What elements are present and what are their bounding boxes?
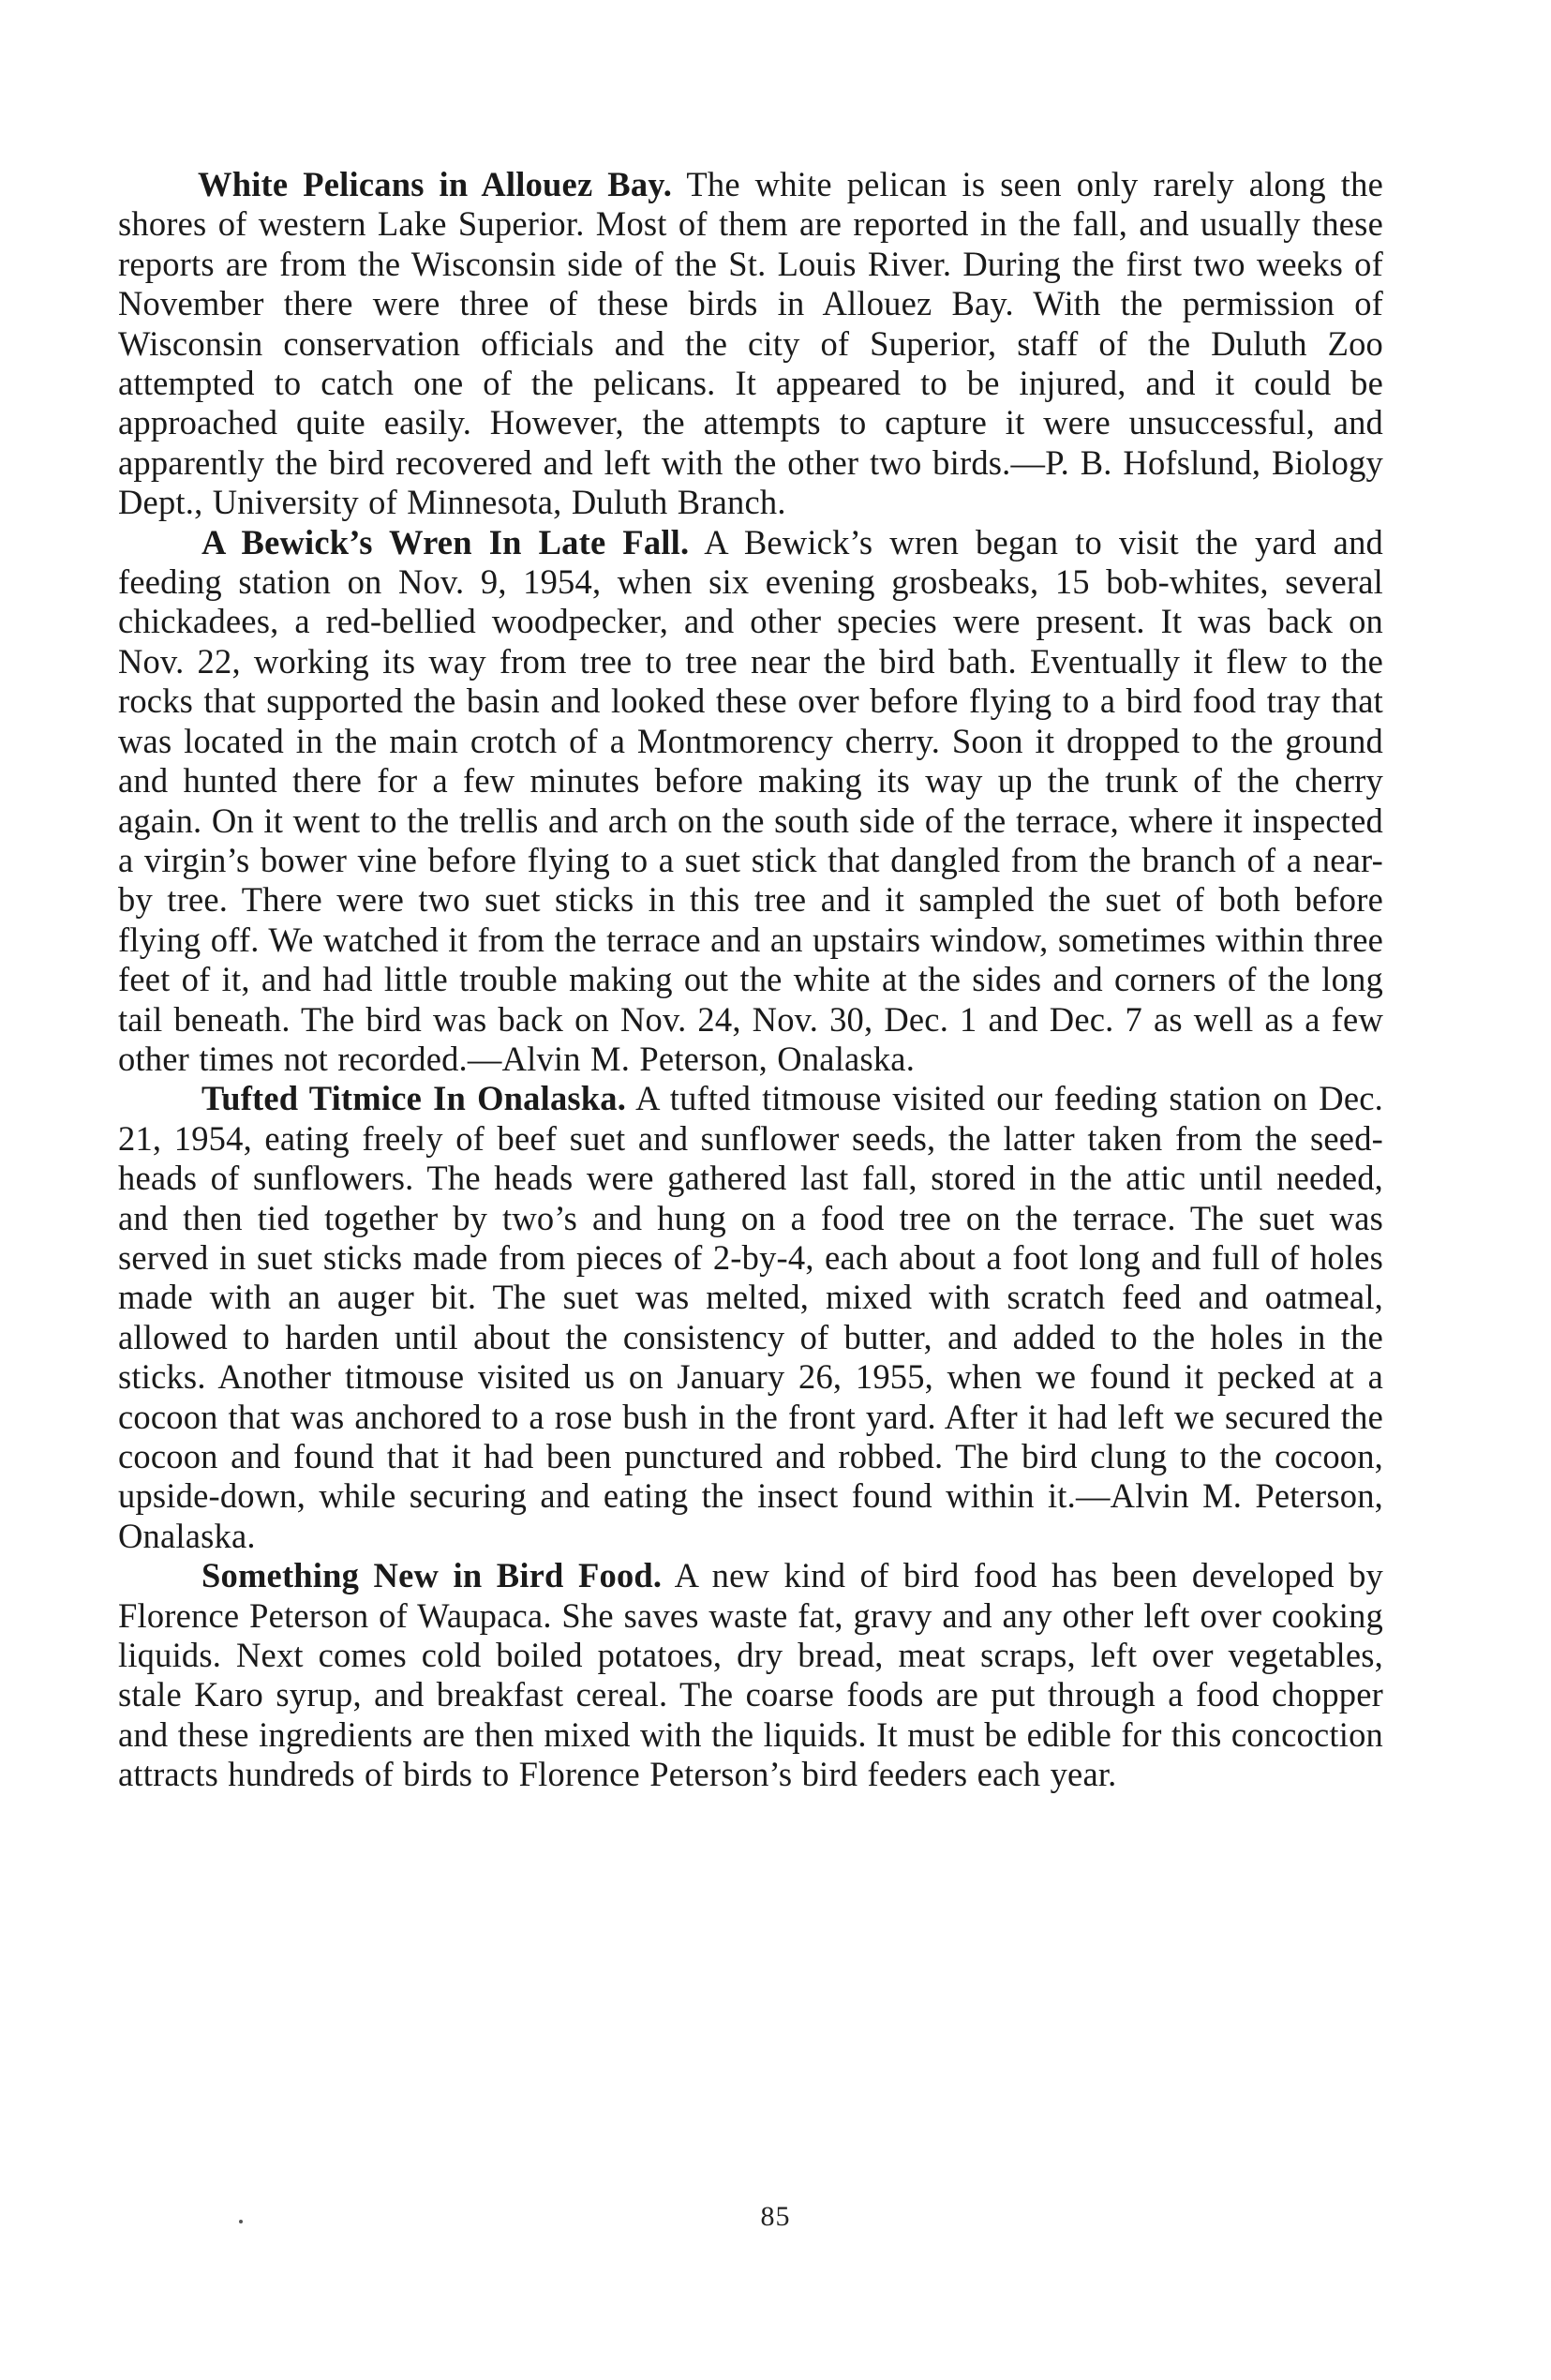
article-body: The white pelican is seen only rarely along the shores of western Lake Superior. Most of them are reported in the fall, and usually these reports are from the Wisconsin side of the St. Louis River. During the first two weeks of November there were three of these birds in Allouez Bay. With the permission of Wisconsin conservation officials and the city of Superior, staff of the Duluth Zoo attempted to catch one of the pelicans. It appeared to be injured, and it could be approached quite easily. However, the attempts to capture it were unsuccessful, and apparently the bird recovered and left with the other two birds.—P. B. Hofslund, Biology Dept., University of Minnesota, Duluth Branch. — [118, 165, 1383, 522]
page-text-column — [118, 165, 1383, 1795]
article-body: A new kind of bird food has been developed by Florence Peterson of Waupaca. She saves waste fat, gravy and any other left over cooking liquids. Next comes cold boiled potatoes, dry bread, meat scraps, left over vegetables, stale Karo syrup, and breakfast cereal. The coarse foods are put through a food chopper and these ingredients are then mixed with the liquids. It must be edible for this concoction attracts hundreds of birds to Florence Peterson’s bird feeders each year. — [118, 1556, 1384, 1794]
article-heading: White Pelicans in Allouez Bay. — [198, 165, 673, 203]
article-body: A tufted titmouse visited our feeding station on Dec. 21, 1954, eating freely of beef suet and sunflower seeds, the latter taken from the seed-heads of sunflowers. The heads were gathered last fall, stored in the attic until needed, and then tied together by two’s and hung on a food tree on the terrace. The suet was served in suet sticks made from pieces of 2-by-4, each about a foot long and full of holes made with an auger bit. The suet was melted, mixed with scratch feed and oatmeal, allowed to harden until about the consistency of butter, and added to the holes in the sticks. Another titmouse visited us on January 26, 1955, when we found it pecked at a cocoon that was anchored to a rose bush in the front yard. After it had left we secured the cocoon and found that it had been punctured and robbed. The bird clung to the cocoon, upside-down, while securing and eating the insect found within it.—Alvin M. Peterson, Onalaska. — [118, 1079, 1383, 1555]
article-bird-food — [118, 1556, 1383, 1794]
article-body: A Bewick’s wren began to visit the yard and feeding station on Nov. 9, 1954, when six evening grosbeaks, 15 bob-whites, several chickadees, a red-bellied woodpecker, and other species were present. It was back on Nov. 22, working its way from tree to tree near the bird bath. Eventually it flew to the rocks that supported the basin and looked these over before flying to a bird food tray that was located in the main crotch of a Montmorency cherry. Soon it dropped to the ground and hunted there for a few minutes before making its way up the trunk of the cherry again. On it went to the trellis and arch on the south side of the terrace, where it inspected a virgin’s bower vine before flying to a suet stick that dangled from the branch of a near-by tree. There were two suet sticks in this tree and it sampled the suet of both before flying off. We watched it from the terrace and an upstairs window, sometimes within three feet of it, and had little trouble making out the white at the sides and corners of the long tail beneath. The bird was back on Nov. 24, Nov. 30, Dec. 1 and Dec. 7 as well as a few other times not recorded.—Alvin M. Peterson, Onalaska. — [118, 522, 1383, 1078]
article-tufted-titmice — [118, 1079, 1383, 1556]
article-white-pelicans — [118, 165, 1383, 523]
article-heading: Tufted Titmice In Onalaska. — [201, 1079, 627, 1118]
article-heading: Something New in Bird Food. — [201, 1556, 663, 1595]
page-number: 85 — [760, 2201, 791, 2232]
article-heading: A Bewick’s Wren In Late Fall. — [201, 522, 690, 561]
article-bewicks-wren — [118, 523, 1383, 1080]
